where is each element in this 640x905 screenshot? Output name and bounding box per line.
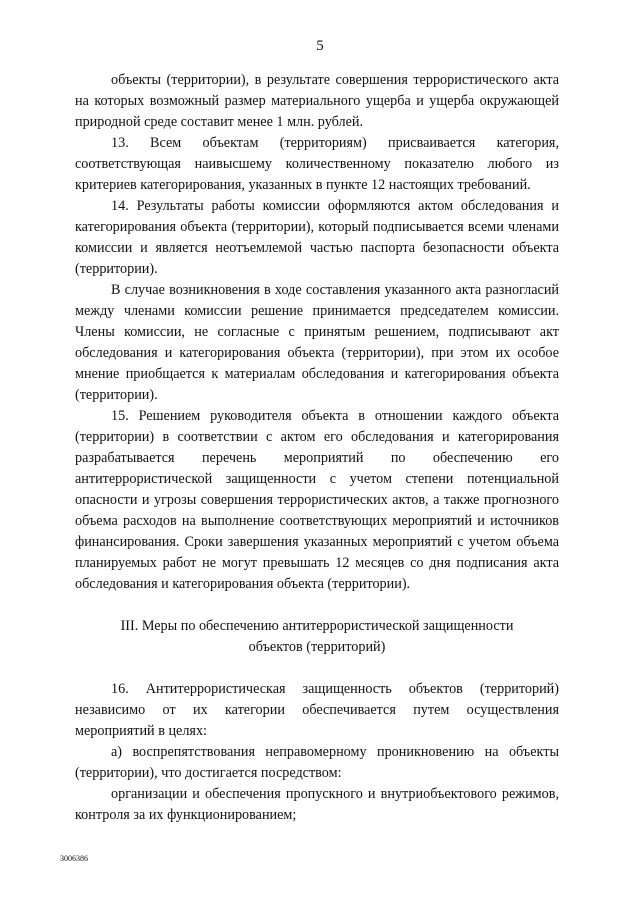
- paragraph-16: 16. Антитеррористическая защищенность объектов (территорий) независимо от их категории обеспечивается путем осуществления мероприятий в целях:: [75, 681, 559, 739]
- section-title-line1: III. Меры по обеспечению антитеррористической защищенности: [120, 618, 514, 634]
- document-body: [75, 70, 559, 826]
- paragraph-14: 14. Результаты работы комиссии оформляются актом обследования и категорирования объекта (территории), который подписывается всеми членами комиссии и является неотъемлемой частью паспорта безопасности объекта (территории).: [75, 198, 559, 277]
- spacer: [75, 658, 559, 679]
- page-number: 5: [316, 38, 324, 54]
- spacer: [75, 595, 559, 616]
- paragraph-continuation: объекты (территории), в результате совершения террористического акта на которых возможный размер материального ущерба и ущерба окружающей природной среде составит менее 1 млн. рублей.: [75, 72, 559, 130]
- paragraph-13: 13. Всем объектам (территориям) присваивается категория, соответствующая наивысшему количественному показателю любого из критериев категорирования, указанных в пункте 12 настоящих требований.: [75, 135, 559, 193]
- paragraph-14-disagreement: В случае возникновения в ходе составления указанного акта разногласий между членами комиссии решение принимается председателем комиссии. Члены комиссии, не согласные с принятым решением, подписывают акт обследования и категорирования объекта (территории), при этом их особое мнение приобщается к материалам обследования и категорирования объекта (территории).: [75, 282, 559, 403]
- paragraph-15: 15. Решением руководителя объекта в отношении каждого объекта (территории) в соответствии с актом его обследования и категорирования разрабатывается перечень мероприятий по обеспечению его антитеррористической защищенности с учетом степени потенциальной опасности и угрозы совершения террористических актов, а также прогнозного объема расходов на выполнение соответствующих мероприятий и источников финансирования. Сроки завершения указанных мероприятий с учетом объема планируемых работ не могут превышать 12 месяцев со дня подписания акта обследования и категорирования объекта (территории).: [75, 408, 559, 592]
- paragraph-16-a: а) воспрепятствования неправомерному проникновению на объекты (территории), что достигается посредством:: [75, 744, 559, 781]
- section-title-line2: объектов (территорий): [248, 639, 386, 655]
- footer-document-code: 3006386: [60, 854, 88, 863]
- paragraph-16-a-item: организации и обеспечения пропускного и внутриобъектового режимов, контроля за их функционированием;: [75, 786, 559, 823]
